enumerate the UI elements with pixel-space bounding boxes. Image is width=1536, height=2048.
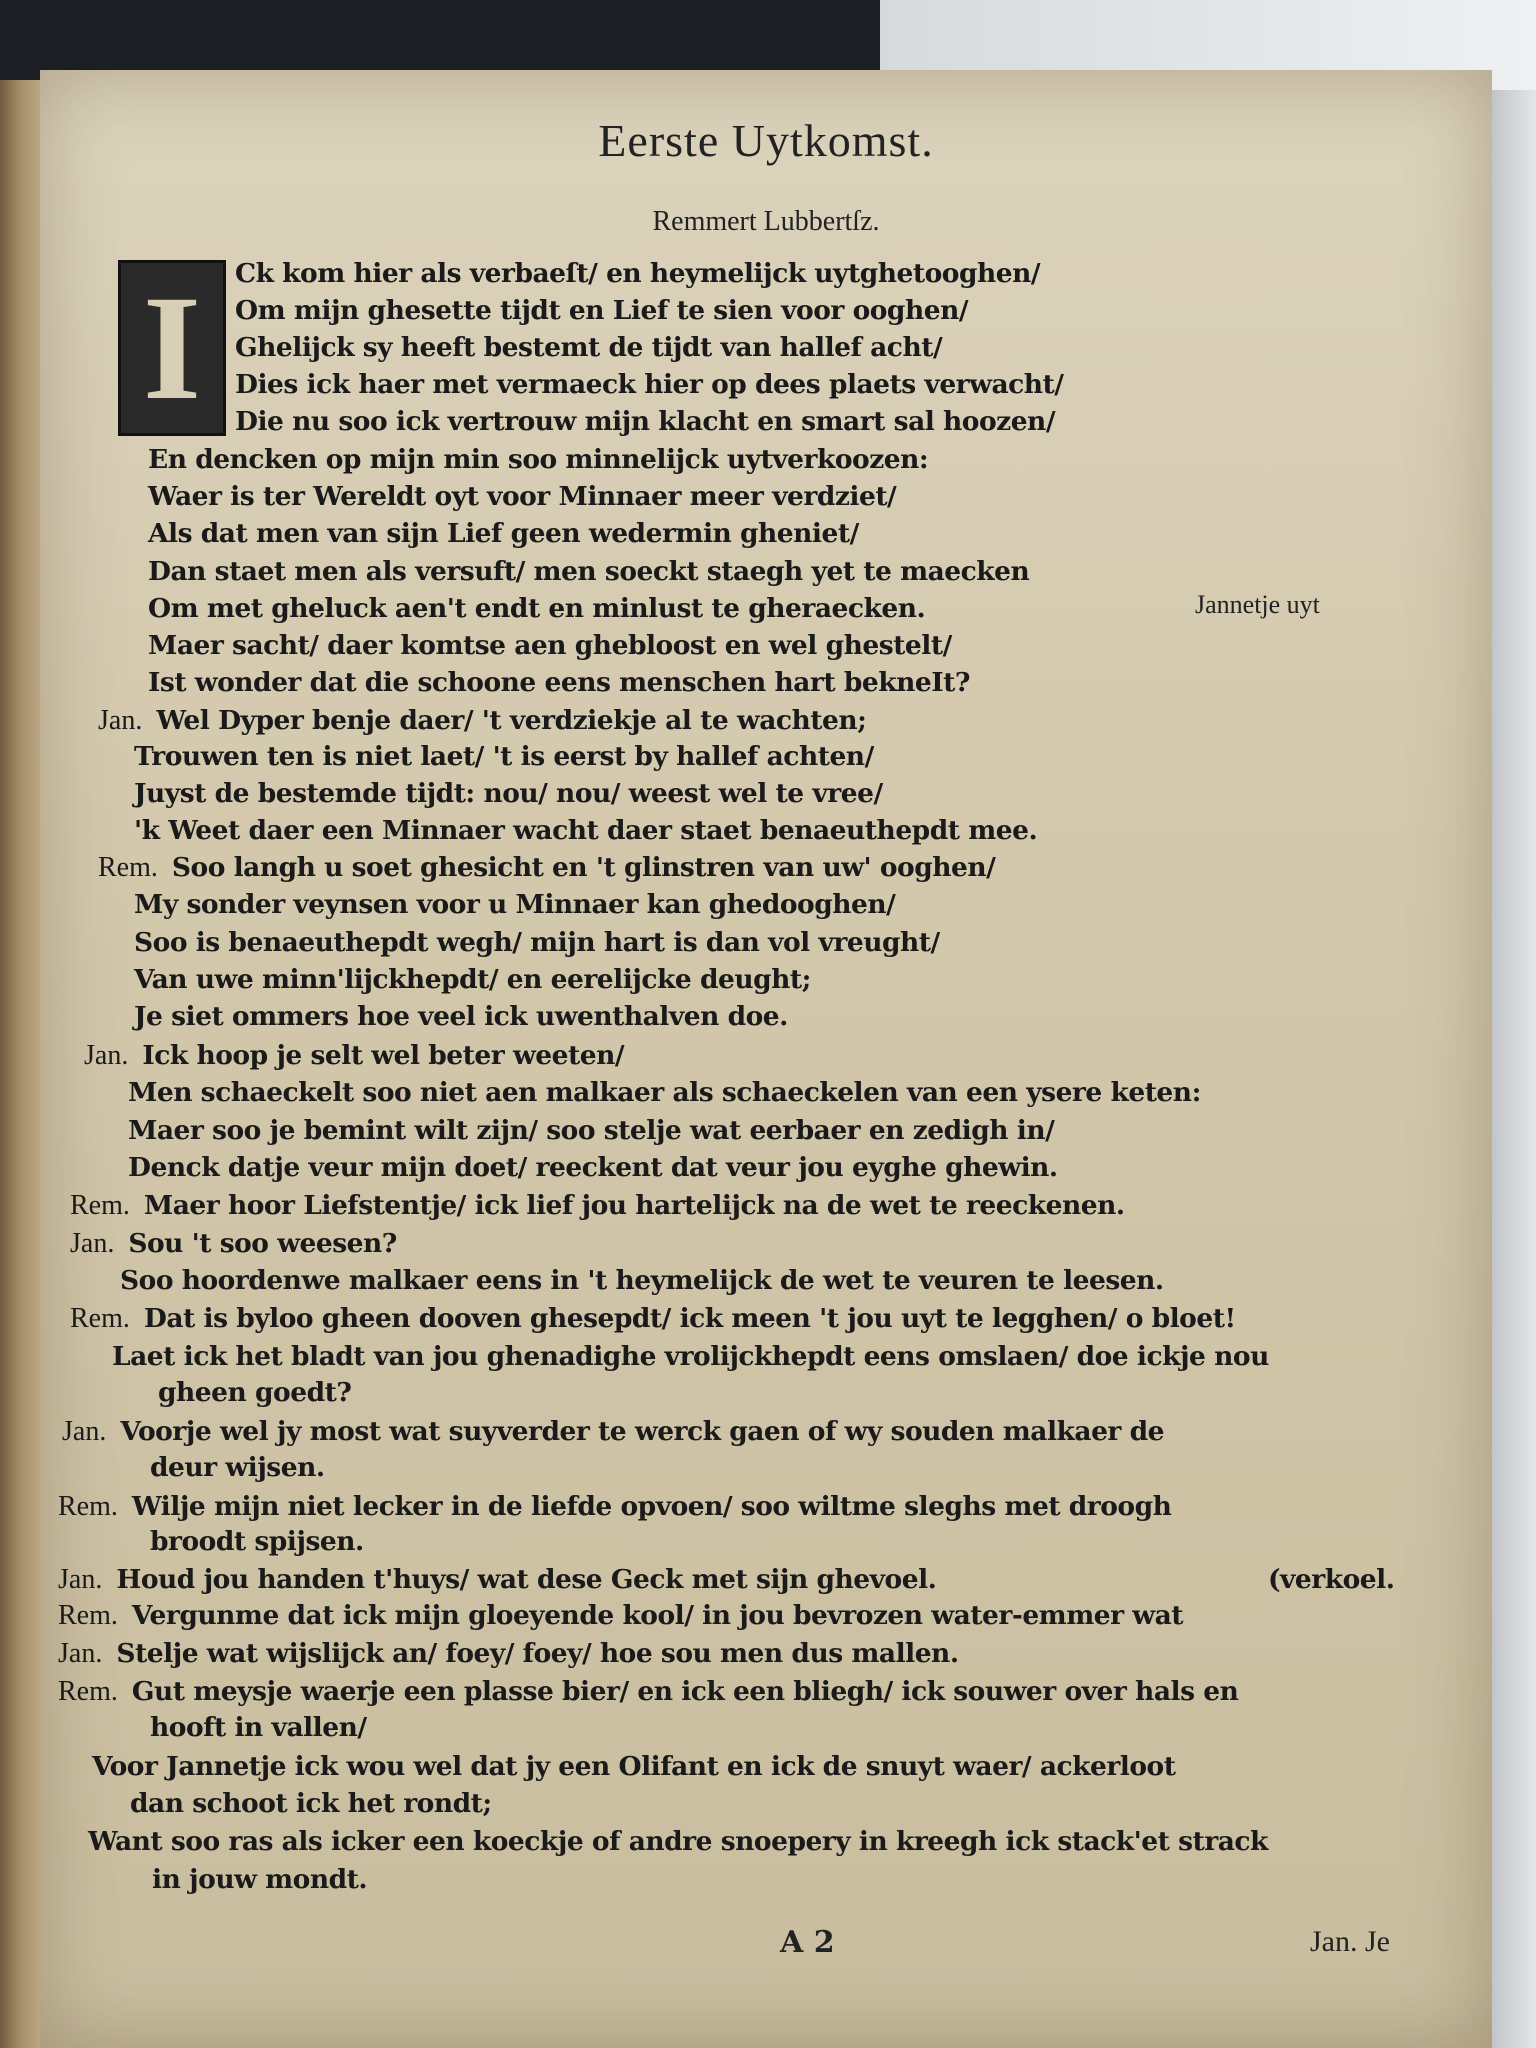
speaker-label: Jan.	[58, 1564, 103, 1595]
verse-line-text: Houd jou handen t'huys/ wat dese Geck met sijn ghevoel.	[116, 1564, 937, 1595]
catchword: Jan. Je	[1310, 1925, 1390, 1958]
verse-line	[134, 927, 940, 959]
verse-line	[88, 1826, 1268, 1858]
verse-line	[148, 518, 859, 550]
verse-line-text: Soo langh u soet ghesicht en 't glinstren van uw' ooghen/	[171, 852, 996, 883]
verse-line-text: 'k Weet daer een Minnaer wacht daer staet benaeuthepdt mee.	[134, 815, 1038, 846]
verse-line	[112, 1341, 1269, 1373]
verse-line	[235, 295, 968, 327]
speaker-label: Jan.	[62, 1416, 107, 1447]
verse-line	[150, 1452, 325, 1484]
book-page	[40, 70, 1492, 2048]
verse-line-text: My sonder veynsen voor u Minnaer kan ghedooghen/	[134, 889, 896, 920]
verse-line	[152, 1864, 367, 1896]
verse-line-text: deur wijsen.	[150, 1452, 325, 1483]
verse-line	[148, 444, 928, 476]
verse-line	[98, 852, 995, 884]
verse-line-text: Waer is ter Wereldt oyt voor Minnaer meer verdziet/	[148, 481, 897, 512]
verse-line-text: Van uwe minn'lijckhepdt/ en eerelijcke deught;	[134, 964, 811, 995]
verse-line	[70, 1303, 1236, 1335]
decorated-initial	[118, 260, 226, 436]
margin-stage-note: Jannetje uyt	[1195, 590, 1320, 619]
verse-line	[58, 1564, 936, 1596]
verse-line	[92, 1751, 1175, 1783]
verse-line-text: Trouwen ten is niet laet/ 't is eerst by hallef achten/	[134, 741, 874, 772]
speaker-label: Rem.	[58, 1600, 118, 1631]
speaker-label: Jan.	[70, 1228, 115, 1259]
verse-line-text: Dies ick haer met vermaeck hier op dees plaets verwacht/	[235, 369, 1064, 400]
verse-line-text: Soo hoordenwe malkaer eens in 't heymelijck de wet te veuren te leesen.	[120, 1265, 1164, 1296]
signature-mark: A 2	[780, 1925, 835, 1960]
verse-line	[148, 556, 1029, 588]
verse-line	[130, 1788, 492, 1820]
speaker-label: Rem.	[58, 1676, 118, 1707]
verse-line-text: Laet ick het bladt van jou ghenadighe vrolijckhepdt eens omslaen/ doe ickje nou	[112, 1341, 1269, 1372]
verse-line	[58, 1600, 1183, 1632]
verse-line	[134, 741, 874, 773]
verse-line	[84, 1040, 624, 1072]
verse-line	[128, 1077, 1201, 1109]
verse-line-text: Wilje mijn niet lecker in de liefde opvoen/ soo wiltme sleghs met droogh	[131, 1491, 1172, 1522]
verse-line	[134, 778, 883, 810]
verse-line-text: Gut meysje waerje een plasse bier/ en ick een bliegh/ ick souwer over hals en	[131, 1676, 1239, 1707]
verse-line-text: Maer hoor Liefstentje/ ick lief jou hartelijck na de wet te reeckenen.	[143, 1190, 1125, 1221]
verse-line-text: En dencken op mijn min soo minnelijck uytverkoozen:	[148, 444, 929, 475]
verse-line-text: Sou 't soo weesen?	[128, 1228, 397, 1259]
verse-line	[62, 1416, 1164, 1448]
verse-line	[150, 1712, 367, 1744]
verse-line-text: hooft in vallen/	[150, 1712, 367, 1743]
verse-line	[235, 369, 1063, 401]
speaker-heading: Remmert Lubbertſz.	[652, 206, 880, 237]
verse-line-text: Ck kom hier als verbaeſt/ en heymelijck uytghetooghen/	[235, 258, 1041, 289]
verse-line	[120, 1265, 1164, 1297]
verse-line	[150, 1526, 364, 1558]
speaker-label: Rem.	[98, 852, 158, 883]
verse-line	[98, 705, 866, 737]
verse-line-text: broodt spijsen.	[150, 1526, 364, 1557]
verse-line	[128, 1115, 1054, 1147]
verse-line	[235, 258, 1040, 290]
page-title: Eerste Uytkomst.	[598, 115, 934, 166]
verse-line-text: Om met gheluck aen't endt en minlust te gheraecken.	[148, 593, 926, 624]
speaker-label: Jan.	[84, 1040, 129, 1071]
verse-line	[70, 1190, 1125, 1222]
verse-line-text: Want soo ras als icker een koeckje of andre snoepery in kreegh ick stack'et strack	[88, 1826, 1268, 1857]
verse-line	[58, 1638, 959, 1670]
verse-line	[58, 1491, 1171, 1523]
verse-line-text: Dan staet men als versuft/ men soeckt staegh yet te maecken	[148, 556, 1030, 587]
verse-line	[134, 889, 895, 921]
verse-line-text: Om mijn ghesette tijdt en Lief te sien voor ooghen/	[235, 295, 969, 326]
speaker-label: Rem.	[70, 1190, 130, 1221]
verse-line-text: Denck datje veur mijn doet/ reeckent dat veur jou eyghe ghewin.	[128, 1152, 1058, 1183]
verse-line-text: Als dat men van sijn Lief geen wedermin gheniet/	[148, 518, 859, 549]
verse-line-text: Voorje wel jy most wat suyverder te werck gaen of wy souden malkaer de	[120, 1416, 1165, 1447]
verse-line	[235, 332, 942, 364]
verse-line-text: Die nu soo ick vertrouw mijn klacht en smart sal hoozen/	[235, 406, 1055, 437]
turnover-word: (verkoel.	[1268, 1564, 1395, 1595]
verse-line-text: Ist wonder dat die schoone eens menschen hart bekneIt?	[148, 667, 970, 698]
verse-line	[148, 481, 896, 513]
verse-line-text: Maer sacht/ daer komtse aen ghebloost en wel ghestelt/	[148, 630, 952, 661]
verse-line-text: Stelje wat wijslijck an/ foey/ foey/ hoe sou men dus mallen.	[116, 1638, 959, 1669]
verse-line-text: Wel Dyper benje daer/ 't verdziekje al te wachten;	[156, 705, 867, 736]
verse-line	[235, 406, 1055, 438]
verse-line-text: dan schoot ick het rondt;	[130, 1788, 492, 1819]
verse-line	[148, 667, 970, 699]
speaker-label: Rem.	[70, 1303, 130, 1334]
verse-line-text: Juyst de bestemde tijdt: nou/ nou/ weest wel te vree/	[134, 778, 883, 809]
verse-line-text: in jouw mondt.	[152, 1864, 368, 1895]
verse-line	[70, 1228, 397, 1260]
speaker-label: Jan.	[58, 1638, 103, 1669]
verse-line-text: gheen goedt?	[158, 1377, 352, 1408]
verse-line-text: Je siet ommers hoe veel ick uwenthalven doe.	[134, 1001, 788, 1032]
verse-line-text: Maer soo je bemint wilt zijn/ soo stelje wat eerbaer en zedigh in/	[128, 1115, 1055, 1146]
decorated-initial-letter: I	[142, 265, 202, 431]
verse-line-text: Ick hoop je selt wel beter weeten/	[142, 1040, 625, 1071]
verse-line	[134, 815, 1037, 847]
verse-line	[58, 1676, 1238, 1708]
verse-line	[148, 630, 952, 662]
verse-line	[128, 1152, 1058, 1184]
speaker-label: Rem.	[58, 1491, 118, 1522]
speaker-label: Jan.	[98, 705, 143, 736]
verse-line	[134, 964, 811, 996]
verse-line-text: Vergunme dat ick mijn gloeyende kool/ in jou bevrozen water-emmer wat	[131, 1600, 1184, 1631]
verse-line-text: Voor Jannetje ick wou wel dat jy een Olifant en ick de snuyt waer/ ackerloot	[92, 1751, 1176, 1782]
verse-line	[158, 1377, 351, 1409]
verse-line-text: Soo is benaeuthepdt wegh/ mijn hart is dan vol vreught/	[134, 927, 940, 958]
verse-line	[134, 1001, 788, 1033]
verse-line-text: Ghelijck sy heeft bestemt de tijdt van hallef acht/	[235, 332, 943, 363]
verse-line-text: Dat is byloo gheen dooven ghesepdt/ ick meen 't jou uyt te legghen/ o bloet!	[143, 1303, 1236, 1334]
verse-line-text: Men schaeckelt soo niet aen malkaer als schaeckelen van een ysere keten:	[128, 1077, 1201, 1108]
verse-line	[148, 593, 925, 625]
